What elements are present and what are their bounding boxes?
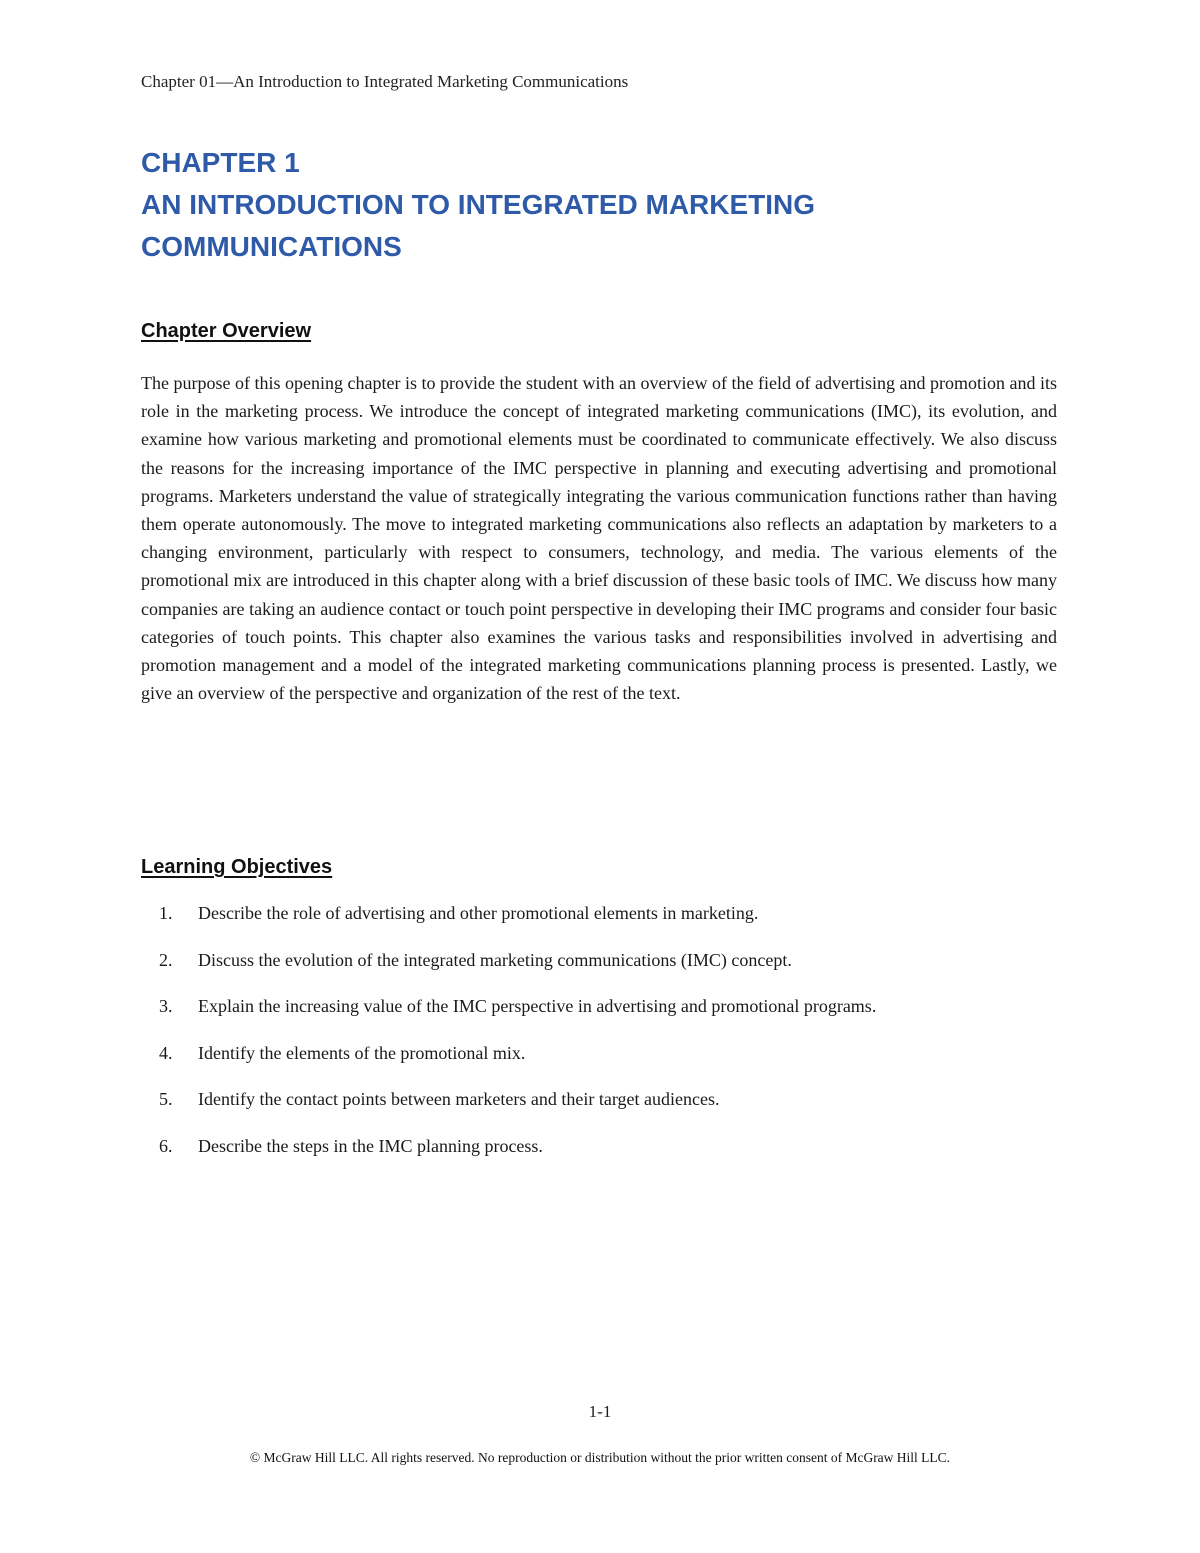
objective-item [141,996,1057,1043]
chapter-title-line-1: CHAPTER 1 [141,147,300,178]
objective-item [141,950,1057,997]
chapter-title [141,142,1061,268]
chapter-title-line-2: AN INTRODUCTION TO INTEGRATED MARKETING [141,189,816,220]
objective-item [141,903,1057,950]
copyright-notice: © McGraw Hill LLC. All rights reserved. No reproduction or distribution without the prior written consent of McGraw Hill LLC. [249,1450,951,1465]
objective-text: Describe the role of advertising and other promotional elements in marketing. [198,903,759,923]
objective-number: 3. [159,996,173,1017]
overview-heading: Chapter Overview [141,320,312,342]
overview-paragraph: The purpose of this opening chapter is to provide the student with an overview of the field of advertising and promotion and its role in the marketing process. We introduce the concept of integrated marketing communications (IMC), its evolution, and examine how various marketing and promotional elements must be coordinated to communicate effectively. We also discuss the reasons for the increasing importance of the IMC perspective in planning and executing advertising and promotional programs. Marketers understand the value of strategically integrating the various communication functions rather than having them operate autonomously. The move to integrated marketing communications also reflects an adaptation by marketers to a changing environment, particularly with respect to consumers, technology, and media. The various elements of the promotional mix are introduced in this chapter along with a brief discussion of these basic tools of IMC. We discuss how many companies are taking an audience contact or touch point perspective in developing their IMC programs and consider four basic categories of touch points. This chapter also examines the various tasks and responsibilities involved in advertising and promotion management and a model of the integrated marketing communications planning process is presented. Lastly, we give an overview of the perspective and organization of the rest of the text. [141,373,1057,704]
running-header: Chapter 01—An Introduction to Integrated Marketing Communications [141,72,629,91]
objective-text: Identify the elements of the promotional mix. [198,1042,526,1063]
objective-item [141,1136,1057,1183]
objective-number: 4. [159,1042,173,1063]
objective-text: Explain the increasing value of the IMC perspective in advertising and promotional programs. [198,996,877,1017]
objective-number: 5. [159,1089,173,1110]
objectives-list [141,903,1057,1183]
objective-item [141,1043,1057,1090]
chapter-title-line-3: COMMUNICATIONS [141,231,402,262]
objective-number: 2. [159,949,173,970]
objective-number: 1. [159,903,173,923]
objectives-heading: Learning Objectives [141,856,333,878]
objective-number: 6. [159,1135,173,1156]
objective-text: Describe the steps in the IMC planning process. [198,1135,543,1156]
page-number: 1-1 [588,1402,612,1421]
objective-item [141,1089,1057,1136]
objective-text: Identify the contact points between marketers and their target audiences. [198,1089,720,1110]
objective-text: Discuss the evolution of the integrated marketing communications (IMC) concept. [198,949,792,970]
